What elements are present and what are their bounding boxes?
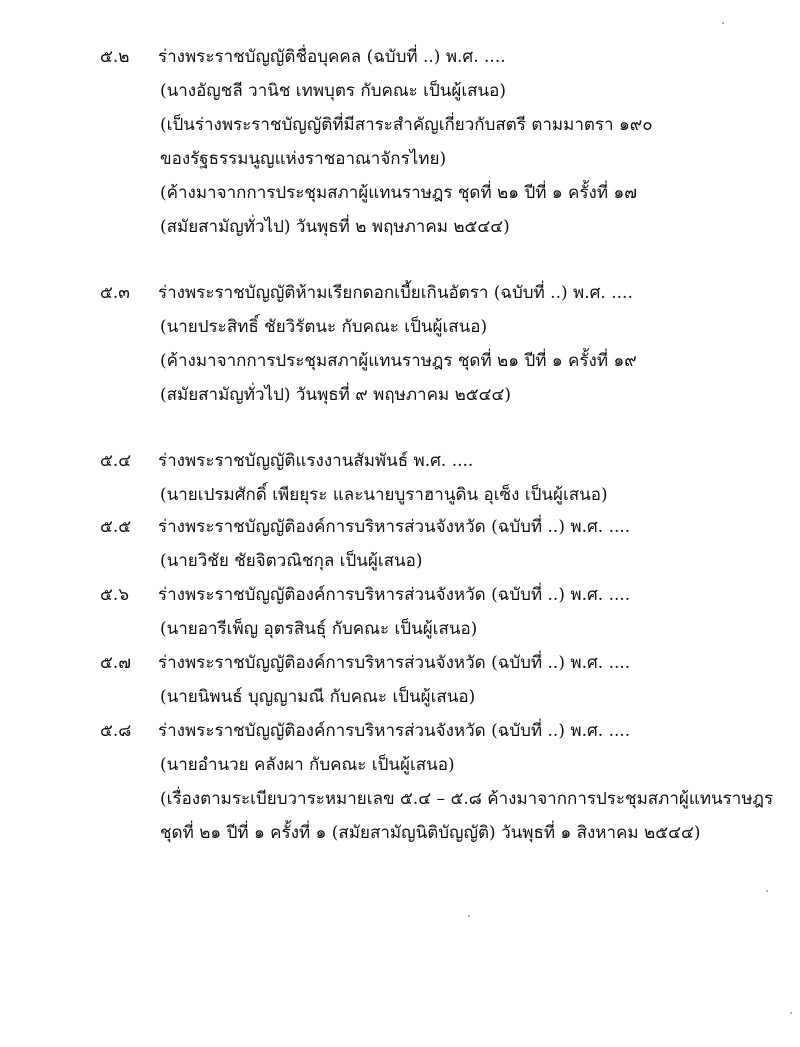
item-body xyxy=(158,276,758,412)
item-number: ๕.๕ xyxy=(100,517,132,537)
item-line: (นายเปรมศักดิ์ เพียยุระ และนายบูราฮานูดิน อุเซ็ง เป็นผู้เสนอ) xyxy=(160,485,608,505)
item-number: ๕.๒ xyxy=(100,47,130,67)
item-line: (สมัยสามัญทั่วไป) วันพุธที่ ๙ พฤษภาคม ๒๕๔๔) xyxy=(160,385,512,405)
item-line: ชุดที่ ๒๑ ปีที่ ๑ ครั้งที่ ๑ (สมัยสามัญนิติบัญญัติ) วันพุธที่ ๑ สิงหาคม ๒๕๔๔) xyxy=(160,823,701,843)
item-title: ร่างพระราชบัญญัติชื่อบุคคล (ฉบับที่ ..) พ.ศ. .... xyxy=(158,47,506,67)
item-line: (นายนิพนธ์ บุญญามณี กับคณะ เป็นผู้เสนอ) xyxy=(160,687,476,707)
item-line: (นายวิชัย ชัยจิตวณิชกุล เป็นผู้เสนอ) xyxy=(160,551,423,571)
item-title: ร่างพระราชบัญญัติองค์การบริหารส่วนจังหวัด (ฉบับที่ ..) พ.ศ. .... xyxy=(158,517,631,537)
item-title: ร่างพระราชบัญญัติองค์การบริหารส่วนจังหวัด (ฉบับที่ ..) พ.ศ. .... xyxy=(158,653,631,673)
scan-speck xyxy=(722,22,724,24)
item-title: ร่างพระราชบัญญัติห้ามเรียกดอกเบี้ยเกินอัตรา (ฉบับที่ ..) พ.ศ. .... xyxy=(158,283,633,303)
item-line: (สมัยสามัญทั่วไป) วันพุธที่ ๒ พฤษภาคม ๒๕๔๔) xyxy=(160,217,510,237)
item-line: ของรัฐธรรมนูญแห่งราชอาณาจักรไทย) xyxy=(160,149,447,169)
item-line: (เป็นร่างพระราชบัญญัติที่มีสาระสำคัญเกี่ยวกับสตรี ตามมาตรา ๑๙๐ xyxy=(160,115,653,135)
item-line: (นายประสิทธิ์ ชัยวิรัตนะ กับคณะ เป็นผู้เสนอ) xyxy=(160,317,488,337)
item-title: ร่างพระราชบัญญัติองค์การบริหารส่วนจังหวัด (ฉบับที่ ..) พ.ศ. .... xyxy=(158,585,631,605)
item-line: (นายอารีเพ็ญ อุตรสินธุ์ กับคณะ เป็นผู้เสนอ) xyxy=(160,619,478,639)
item-body xyxy=(158,578,758,646)
item-title: ร่างพระราชบัญญัติแรงงานสัมพันธ์ พ.ศ. .... xyxy=(158,451,474,471)
item-body xyxy=(158,510,758,578)
item-body xyxy=(158,714,774,850)
item-body xyxy=(158,40,758,244)
item-line: (ค้างมาจากการประชุมสภาผู้แทนราษฎร ชุดที่ ๒๑ ปีที่ ๑ ครั้งที่ ๑๗ xyxy=(160,183,638,203)
item-body xyxy=(158,646,758,714)
item-number: ๕.๘ xyxy=(100,721,132,741)
scan-speck xyxy=(468,915,470,917)
item-line: (ค้างมาจากการประชุมสภาผู้แทนราษฎร ชุดที่ ๒๑ ปีที่ ๑ ครั้งที่ ๑๙ xyxy=(160,351,637,371)
item-number: ๕.๓ xyxy=(100,283,130,303)
item-line: (นายอำนวย คลังผา กับคณะ เป็นผู้เสนอ) xyxy=(160,755,455,775)
item-number: ๕.๗ xyxy=(100,653,132,673)
item-line: (เรื่องตามระเบียบวาระหมายเลข ๕.๔ – ๕.๘ ค้างมาจากการประชุมสภาผู้แทนราษฎร xyxy=(160,789,774,809)
scan-speck xyxy=(766,890,768,892)
item-title: ร่างพระราชบัญญัติองค์การบริหารส่วนจังหวัด (ฉบับที่ ..) พ.ศ. .... xyxy=(158,721,631,741)
item-body xyxy=(158,444,758,512)
item-line: (นางอัญชลี วานิช เทพบุตร กับคณะ เป็นผู้เสนอ) xyxy=(160,81,506,101)
scan-speck xyxy=(790,1012,792,1014)
item-number: ๕.๖ xyxy=(100,585,130,605)
item-number: ๕.๔ xyxy=(100,451,132,471)
